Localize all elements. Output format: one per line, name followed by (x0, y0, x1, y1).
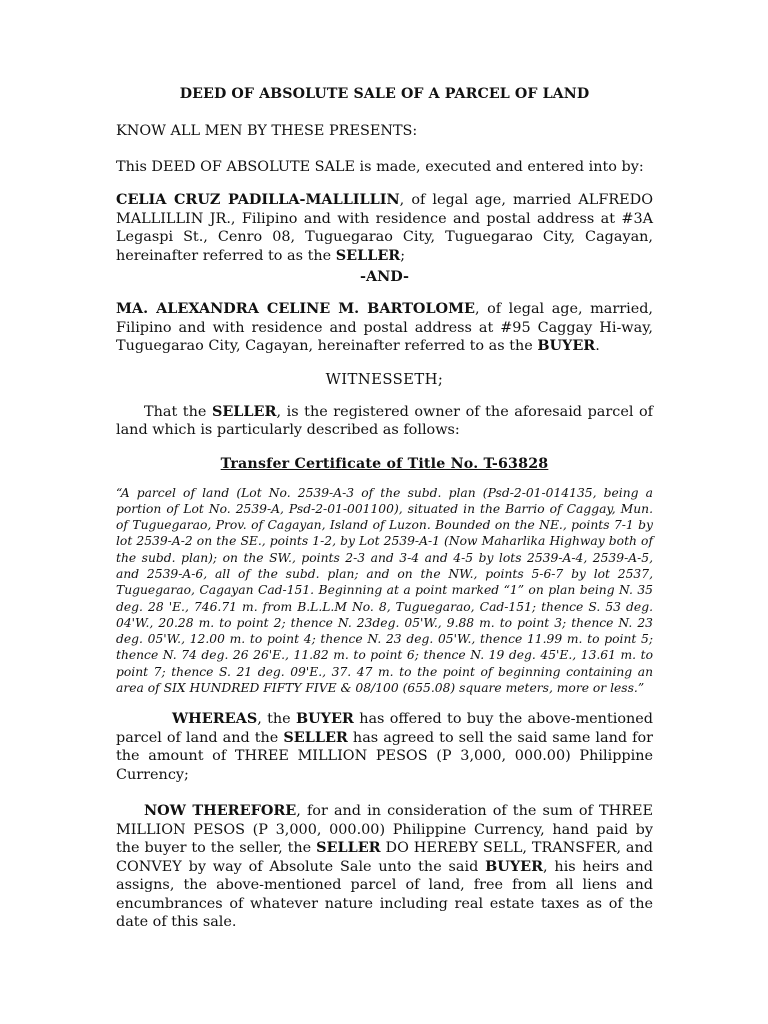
whereas-text-2: has offered to buy the above-mentioned parcel of land and the (116, 711, 653, 746)
know-all-line: KNOW ALL MEN BY THESE PRESENTS: (116, 123, 418, 139)
owner-lead: That the (144, 403, 212, 420)
seller-details: , of legal age, married ALFREDO MALLILLIN JR., Filipino and with residence and postal address at #3A Legaspi St., Cenro 08, Tuguegarao City, Tuguegarao City, Cagayan, hereinafter referred to as the (116, 192, 653, 264)
buyer-details: , of legal age, married, Filipino and with residence and postal address at #95 Caggay Hi-way, Tuguegarao City, Cagayan, hereinafter referred to as the (116, 301, 653, 354)
now-seller: SELLER (316, 839, 381, 857)
now-text-2: DO HEREBY SELL, TRANSFER, and CONVEY by way of Absolute Sale unto the said (116, 840, 653, 875)
witnesseth-heading: WITNESSETH; (325, 370, 444, 388)
seller-end: ; (400, 247, 406, 264)
seller-role: SELLER (335, 246, 401, 264)
document-title: DEED OF ABSOLUTE SALE OF A PARCEL OF LAND (179, 86, 590, 102)
whereas-text-1: , the (257, 711, 296, 728)
whereas-paragraph (116, 710, 653, 784)
land-description: “A parcel of land (Lot No. 2539-A-3 of the subd. plan (Psd-2-01-014135, being a portion of Lot No. 2539-A, Psd-2-01-001100), situated in the Barrio of Caggay, Mun. of Tuguegarao, Prov. of Cagayan, Island of Luzon. Bounded on the NE., points 7-1 by lot 2539-A-2 on the SE., points 1-2, by Lot 2539-A-1 (Now Maharlika Highway both of the subd. plan); on the SW., points 2-3 and 3-4 and 4-5 by lots 2539-A-4, 2539-A-5, and 2539-A-6, all of the subd. plan; and on the NW., points 5-6-7 by lot 2537, Tuguegarao, Cagayan Cad-151. Beginning at a point marked “1” on plan being N. 35 deg. 28 'E., 746.71 m. from B.L.L.M No. 8, Tuguegarao, Cad-151; thence S. 53 deg. 04'W., 20.28 m. to point 2; thence N. 23deg. 05'W., 9.88 m. to point 3; thence N. 23 deg. 05'W., 12.00 m. to point 4; thence N. 23 deg. 05'W., thence 11.99 m. to point 5; thence N. 74 deg. 26 26'E., 11.82 m. to point 6; thence N. 19 deg. 45'E., 13.61 m. to point 7; thence S. 21 deg. 09'E., 37. 47 m. to the point of beginning containing an area of SIX HUNDRED FIFTY FIVE & 08/100 (655.08) square meters, more or less.” (116, 485, 653, 696)
now-buyer: BUYER (485, 857, 544, 875)
whereas-seller: SELLER (283, 728, 348, 746)
tct-heading: Transfer Certificate of Title No. T-63828 (220, 455, 549, 472)
owner-paragraph (116, 403, 653, 440)
now-lead: NOW THEREFORE (144, 802, 297, 820)
owner-role: SELLER (211, 402, 277, 420)
seller-name: CELIA CRUZ PADILLA-MALLILLIN (116, 191, 400, 208)
buyer-paragraph (116, 300, 653, 356)
whereas-buyer: BUYER (295, 710, 354, 728)
buyer-name: MA. ALEXANDRA CELINE M. BARTOLOME (116, 300, 475, 317)
whereas-text-3: has agreed to sell the said same land for the amount of THREE MILLION PESOS (P 3,000, 000.00) Philippine Currency; (116, 729, 653, 783)
now-text-3: , his heirs and assigns, the above-mentioned parcel of land, free from all liens and encumbrances of whatever nature including real estate taxes as of the date of this sale. (116, 858, 654, 931)
intro-line: This DEED OF ABSOLUTE SALE is made, executed and entered into by: (116, 158, 644, 175)
buyer-role: BUYER (537, 337, 596, 354)
now-text-1: , for and in consideration of the sum of THREE MILLION PESOS (P 3,000, 000.00) Philippine Currency, hand paid by the buyer to the seller, the (116, 803, 653, 857)
now-therefore-paragraph (116, 802, 653, 932)
and-separator: -AND- (359, 268, 409, 285)
buyer-end: . (595, 338, 600, 354)
whereas-lead: WHEREAS (172, 710, 258, 728)
owner-text: , is the registered owner of the aforesaid parcel of land which is particularly described as follows: (116, 403, 653, 438)
seller-paragraph (116, 191, 653, 265)
